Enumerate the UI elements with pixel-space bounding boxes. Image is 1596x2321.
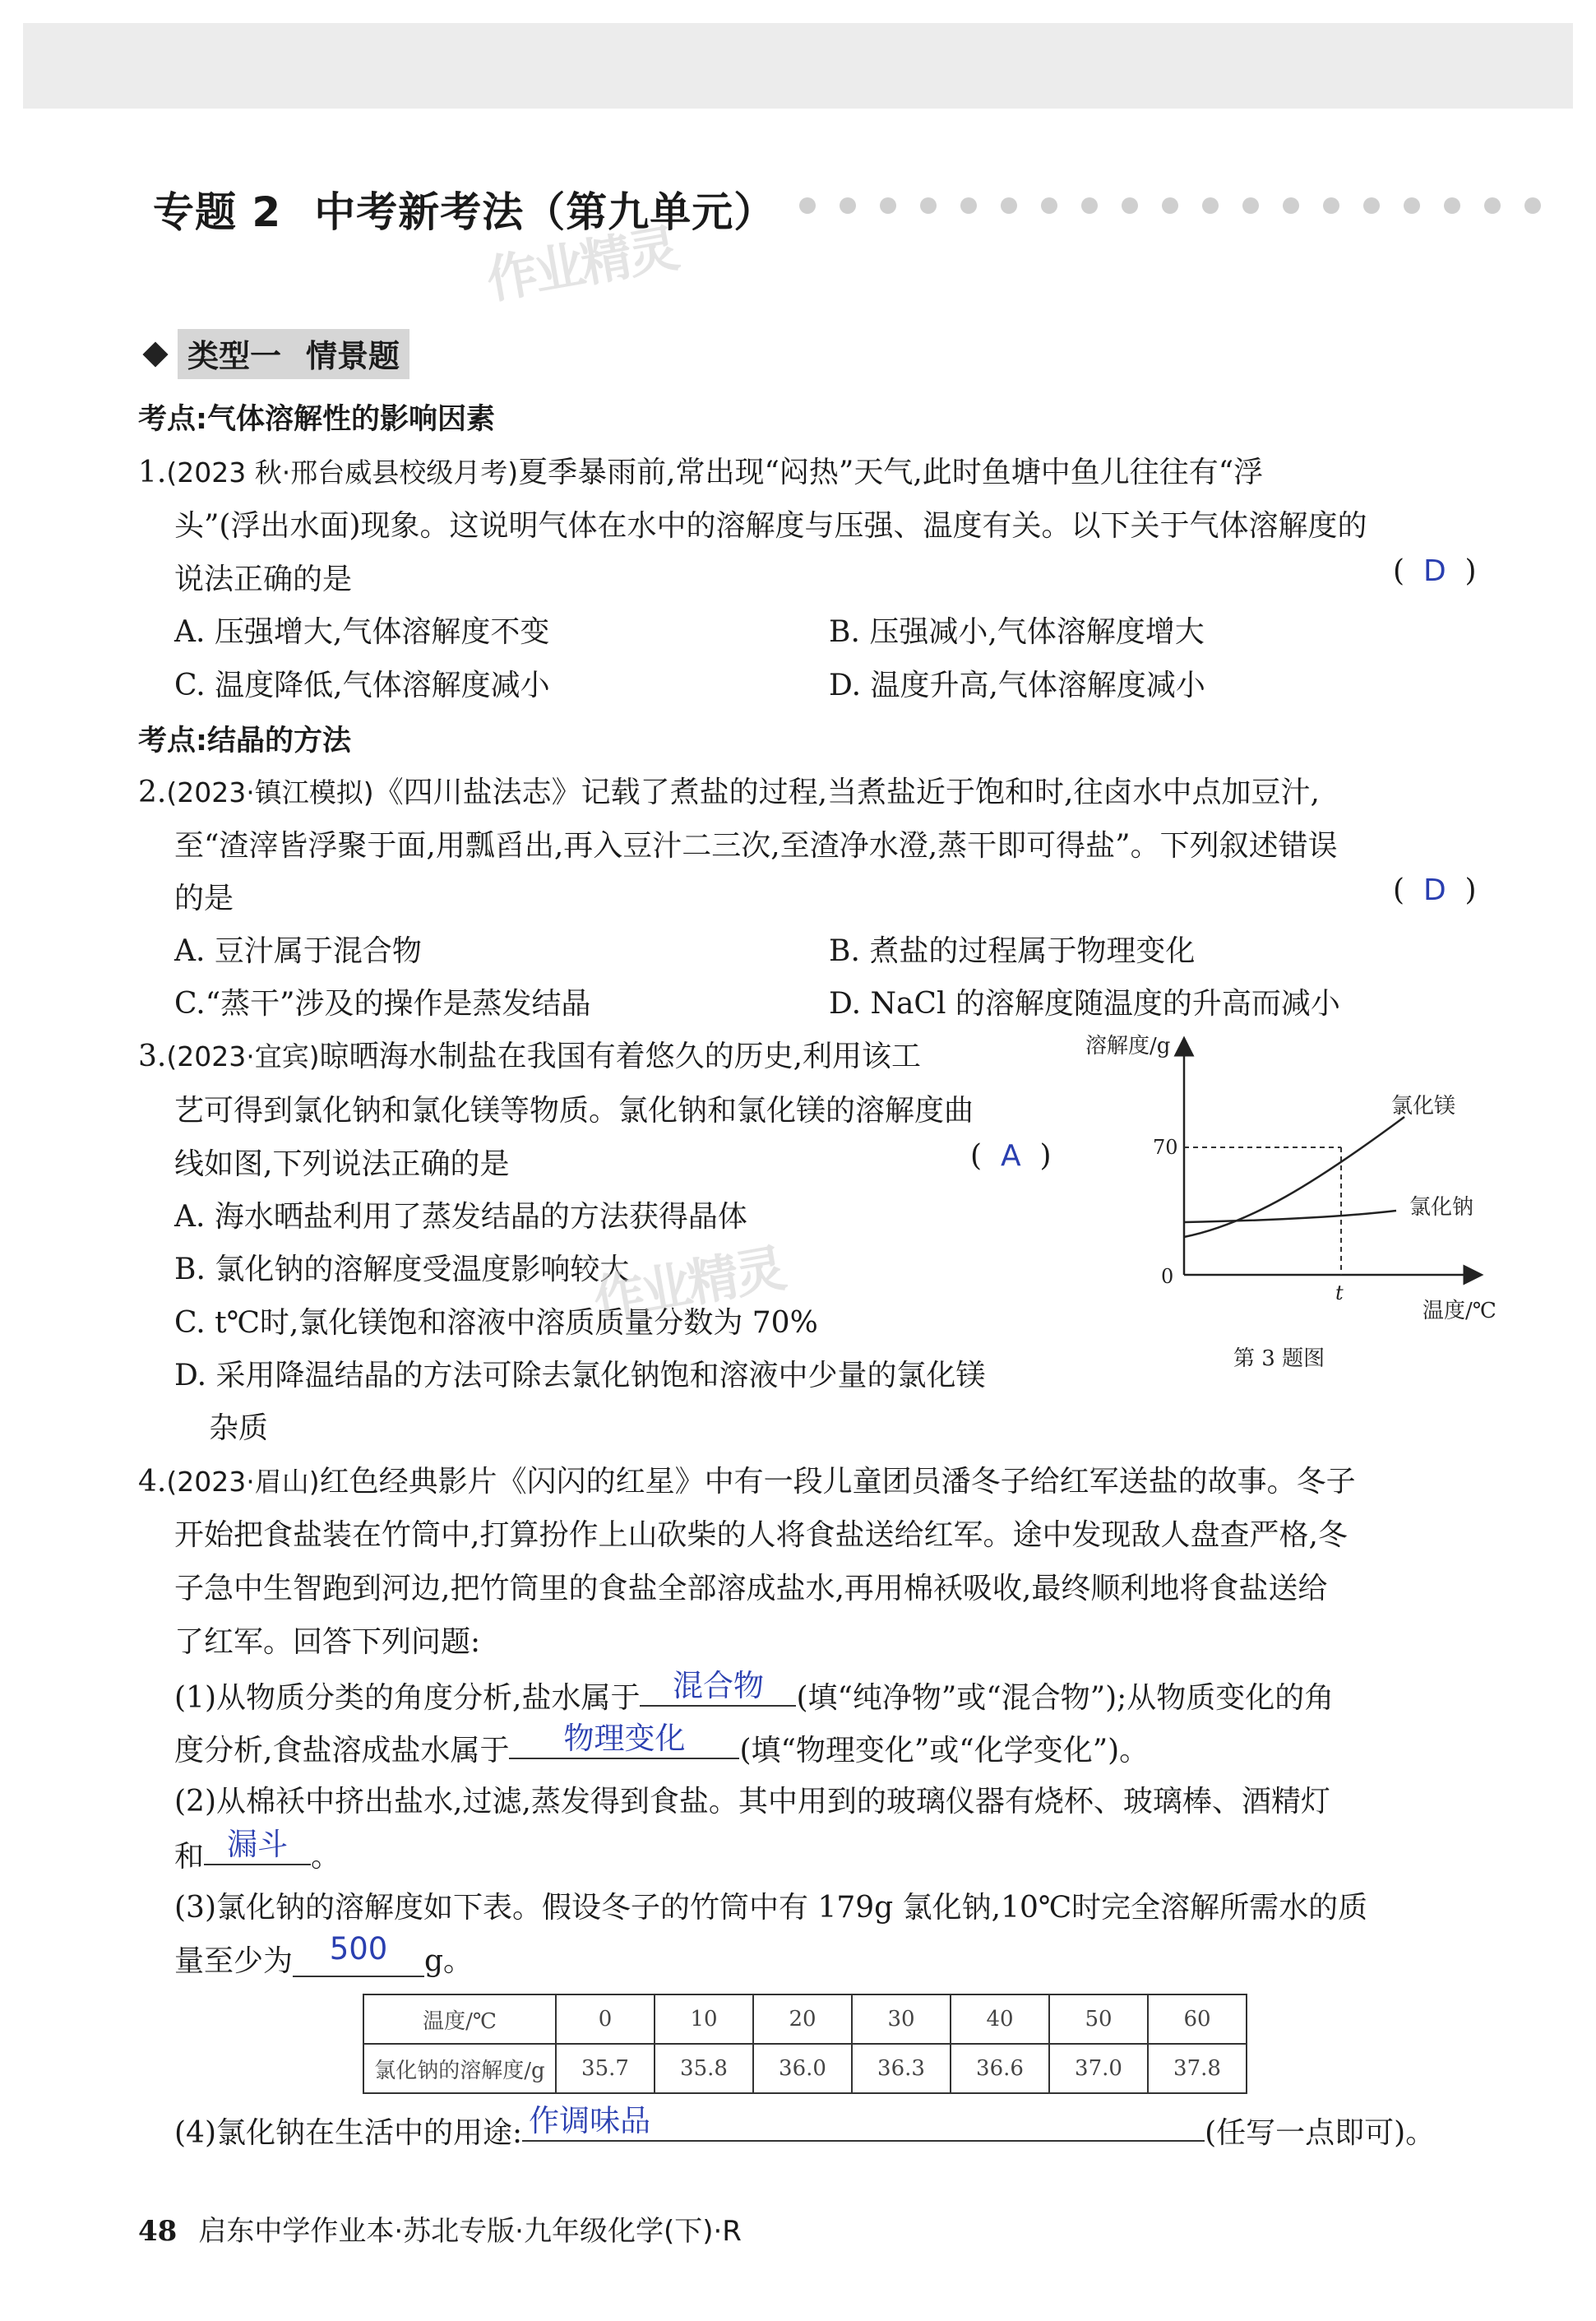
q2-line-1: 2.(2023·镇江模拟)《四川盐法志》记载了煮盐的过程,当煮盐近于饱和时,往卤水中点加豆汁, [138, 776, 1320, 809]
q1-option-a: A. 压强增大,气体溶解度不变 [174, 615, 550, 649]
q1-option-b: B. 压强减小,气体溶解度增大 [829, 615, 1205, 649]
solubility-table [363, 1994, 1247, 2094]
table-cell: 30 [852, 1994, 951, 2044]
watermark-logo-2: 作业精灵 [589, 1238, 788, 1331]
q3-line-2: 艺可得到氯化钠和氯化镁等物质。氯化钠和氯化镁的溶解度曲 [174, 1094, 974, 1128]
q4-blank-1 [640, 1668, 796, 1707]
section-label-b: 情景题 [306, 338, 400, 374]
diamond-icon [142, 341, 168, 367]
q1-line-3: 说法正确的是 [174, 563, 353, 596]
q1-answer: D [1423, 554, 1446, 588]
q4-answer-3: 漏斗 [227, 1827, 289, 1862]
legend-nacl: 氯化钠 [1409, 1195, 1474, 1220]
footer-text: 启东中学作业本·苏北专版·九年级化学(下)·R [198, 2215, 742, 2248]
table-cell: 10 [655, 1994, 753, 2044]
q2-source: (2023·镇江模拟) [166, 776, 374, 808]
page-footer [138, 2208, 742, 2249]
q2-option-b: B. 煮盐的过程属于物理变化 [829, 934, 1196, 968]
table-cell: 36.0 [753, 2044, 852, 2093]
q4-part3-line2: 量至少为 500 g。 [174, 1931, 474, 1978]
q2-option-a: A. 豆汁属于混合物 [174, 934, 422, 968]
q3-option-d: D. 采用降温结晶的方法可除去氯化钠饱和溶液中少量的氯化镁 [174, 1359, 986, 1392]
series-nacl-curve [1184, 1211, 1396, 1222]
table-cell: 40 [951, 1994, 1049, 2044]
table-row [363, 2044, 1247, 2093]
solubility-chart [1069, 1028, 1497, 1382]
table-cell: 36.3 [852, 2044, 951, 2093]
q2-answer: D [1423, 873, 1446, 907]
q3-option-c: C. t℃时,氯化镁饱和溶液中溶质质量分数为 70% [174, 1306, 818, 1340]
page-title [153, 179, 775, 239]
q2-option-d: D. NaCl 的溶解度随温度的升高而减小 [829, 987, 1340, 1021]
q3-option-b: B. 氯化钠的溶解度受温度影响较大 [174, 1253, 630, 1286]
q4-blank-2 [509, 1721, 739, 1759]
q4-part2-line2: 和 漏斗 。 [174, 1827, 341, 1874]
topic-title: 中考新考法（第九单元） [314, 188, 776, 236]
q4-answer-5: 作调味品 [529, 2103, 651, 2138]
table-cell: 60 [1148, 1994, 1247, 2044]
knowledge-point-1: 考点:气体溶解性的影响因素 [138, 403, 495, 436]
q4-answer-2: 物理变化 [563, 1721, 686, 1756]
table-cell: 36.6 [951, 2044, 1049, 2093]
q3-line-1: 3.(2023·宜宾)晾晒海水制盐在我国有着悠久的历史,利用该工 [138, 1040, 922, 1073]
q1-option-c: C. 温度降低,气体溶解度减小 [174, 669, 550, 702]
q4-answer-4: 500 [329, 1931, 388, 1967]
q4-line-1: 4.(2023·眉山)红色经典影片《闪闪的红星》中有一段儿童团员潘冬子给红军送盐的故事。冬子 [138, 1465, 1356, 1499]
table-cell: 35.8 [655, 2044, 753, 2093]
y-axis-label: 溶解度/g [1085, 1034, 1171, 1059]
table-cell: 0 [556, 1994, 655, 2044]
x-axis-label: 温度/℃ [1423, 1299, 1497, 1323]
title-dot-decoration [799, 197, 1565, 217]
chart-caption: 第 3 题图 [1233, 1346, 1325, 1371]
q3-option-d-cont: 杂质 [209, 1411, 269, 1445]
q4-part4-line: (4)氯化钠在生活中的用途: 作调味品 (任写一点即可)。 [174, 2103, 1436, 2150]
q4-line-3: 子急中生智跑到河边,把竹筒里的食盐全部溶成盐水,再用棉袄吸收,最终顺利地将食盐送给 [174, 1572, 1328, 1605]
q3-source: (2023·宜宾) [166, 1040, 320, 1072]
table-cell: 37.0 [1049, 2044, 1148, 2093]
q4-blank-5 [522, 2103, 1205, 2142]
top-band [23, 23, 1573, 109]
table-row [363, 1994, 1247, 2044]
topic-number: 专题 2 [153, 188, 282, 236]
table-header-temp: 温度/℃ [363, 1994, 556, 2044]
q4-part2-line1: (2)从棉袄中挤出盐水,过滤,蒸发得到食盐。其中用到的玻璃仪器有烧杯、玻璃棒、酒精灯 [174, 1785, 1330, 1818]
table-cell: 20 [753, 1994, 852, 2044]
q1-answer-bracket: ( D ) [1393, 554, 1477, 588]
legend-mgcl2: 氯化镁 [1391, 1094, 1456, 1119]
q4-part1-line2: 度分析,食盐溶成盐水属于 物理变化 (填“物理变化”或“化学变化”)。 [174, 1721, 1150, 1767]
q3-line-3: 线如图,下列说法正确的是 [174, 1147, 510, 1181]
q4-part3-line1: (3)氯化钠的溶解度如下表。假设冬子的竹筒中有 179g 氯化钠,10℃时完全溶解所需水的质 [174, 1891, 1368, 1925]
y-tick-70: 70 [1153, 1136, 1178, 1159]
watermark-logo: 作业精灵 [482, 218, 681, 311]
q2-answer-bracket: ( D ) [1393, 873, 1477, 907]
origin-label: 0 [1161, 1265, 1174, 1288]
q2-line-3: 的是 [174, 882, 234, 915]
q3-answer: A [1000, 1139, 1021, 1173]
q4-line-2: 开始把食盐装在竹筒中,打算扮作上山砍柴的人将食盐送给红军。途中发现敌人盘查严格,冬 [174, 1518, 1348, 1552]
section-heading [141, 329, 409, 379]
q1-line-1: 1.(2023 秋·邢台威县校级月考)夏季暴雨前,常出现“闷热”天气,此时鱼塘中鱼儿往往有“浮 [138, 456, 1264, 489]
q1-source: (2023 秋·邢台威县校级月考) [166, 456, 519, 489]
q3-option-a: A. 海水晒盐利用了蒸发结晶的方法获得晶体 [174, 1200, 747, 1234]
q3-answer-bracket: ( A ) [970, 1139, 1052, 1173]
knowledge-point-2: 考点:结晶的方法 [138, 725, 351, 757]
q4-answer-1: 混合物 [672, 1668, 764, 1703]
q4-part1-line1: (1)从物质分类的角度分析,盐水属于 混合物 (填“纯净物”或“混合物”);从物质变化的角 [174, 1668, 1335, 1715]
q4-source: (2023·眉山) [166, 1466, 320, 1498]
q2-option-c: C.“蒸干”涉及的操作是蒸发结晶 [174, 987, 591, 1021]
table-cell: 37.8 [1148, 2044, 1247, 2093]
q4-line-4: 了红军。回答下列问题: [174, 1625, 481, 1659]
page-number: 48 [138, 2215, 178, 2248]
table-header-solubility: 氯化钠的溶解度/g [363, 2044, 556, 2093]
q4-blank-4 [293, 1931, 424, 1977]
section-label-a: 类型一 [187, 338, 282, 374]
q1-line-2: 头”(浮出水面)现象。这说明气体在水中的溶解度与压强、温度有关。以下关于气体溶解度的 [174, 509, 1367, 543]
x-tick-t: t [1335, 1281, 1344, 1304]
table-cell: 35.7 [556, 2044, 655, 2093]
q1-option-d: D. 温度升高,气体溶解度减小 [829, 669, 1205, 702]
table-cell: 50 [1049, 1994, 1148, 2044]
q2-line-2: 至“渣滓皆浮聚于面,用瓢舀出,再入豆汁二三次,至渣净水澄,蒸干即可得盐”。下列叙述错误 [174, 829, 1338, 863]
